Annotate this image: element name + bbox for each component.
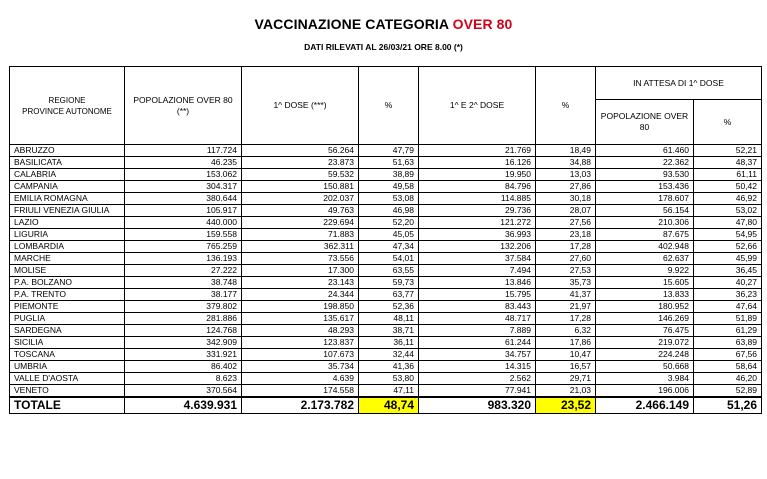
cell-waiting-population: 9.922 xyxy=(596,265,694,277)
cell-pct-first: 47,79 xyxy=(359,145,419,157)
table-row xyxy=(10,145,762,157)
table-body xyxy=(10,145,762,414)
cell-pct-first: 45,05 xyxy=(359,229,419,241)
cell-population: 86.402 xyxy=(125,361,242,373)
cell-pct-first: 63,77 xyxy=(359,289,419,301)
cell-first-dose: 23.143 xyxy=(242,277,359,289)
cell-pct-first: 47,34 xyxy=(359,241,419,253)
header-region-line2: PROVINCE AUTONOME xyxy=(22,106,112,116)
cell-waiting-population: 87.675 xyxy=(596,229,694,241)
cell-first-dose: 229.694 xyxy=(242,217,359,229)
cell-waiting-population: 13.833 xyxy=(596,289,694,301)
cell-pct-first: 46,98 xyxy=(359,205,419,217)
cell-pct-both: 29,71 xyxy=(536,373,596,385)
cell-population: 46.235 xyxy=(125,157,242,169)
cell-waiting-pct: 47,80 xyxy=(694,217,762,229)
cell-region: BASILICATA xyxy=(10,157,125,169)
table-row xyxy=(10,301,762,313)
cell-waiting-pct: 52,89 xyxy=(694,385,762,398)
cell-waiting-pct: 63,89 xyxy=(694,337,762,349)
cell-waiting-population: 56.154 xyxy=(596,205,694,217)
cell-waiting-population: 62.637 xyxy=(596,253,694,265)
cell-both-doses: 61.244 xyxy=(419,337,536,349)
cell-region: EMILIA ROMAGNA xyxy=(10,193,125,205)
cell-region: VALLE D'AOSTA xyxy=(10,373,125,385)
table-row xyxy=(10,349,762,361)
page-title xyxy=(0,16,767,32)
header-waiting-population: POPOLAZIONE OVER 80 xyxy=(596,100,694,145)
cell-pct-first: 53,80 xyxy=(359,373,419,385)
cell-population: 124.768 xyxy=(125,325,242,337)
table-row xyxy=(10,277,762,289)
table-row xyxy=(10,385,762,398)
table-row xyxy=(10,265,762,277)
cell-pct-both: 34,88 xyxy=(536,157,596,169)
cell-population: 27.222 xyxy=(125,265,242,277)
cell-first-dose: 123.837 xyxy=(242,337,359,349)
table-row xyxy=(10,181,762,193)
cell-pct-first: 38,89 xyxy=(359,169,419,181)
cell-waiting-pct: 40,27 xyxy=(694,277,762,289)
cell-waiting-pct: 36,45 xyxy=(694,265,762,277)
total-cell-waiting-pct: 51,26 xyxy=(694,397,762,414)
header-region-line1: REGIONE xyxy=(48,95,86,105)
cell-waiting-population: 224.248 xyxy=(596,349,694,361)
cell-waiting-population: 402.948 xyxy=(596,241,694,253)
cell-both-doses: 15.795 xyxy=(419,289,536,301)
cell-pct-first: 38,71 xyxy=(359,325,419,337)
total-row xyxy=(10,397,762,414)
cell-waiting-pct: 61,11 xyxy=(694,169,762,181)
cell-population: 765.259 xyxy=(125,241,242,253)
total-cell-pct-both: 23,52 xyxy=(536,397,596,414)
cell-first-dose: 362.311 xyxy=(242,241,359,253)
cell-waiting-population: 15.605 xyxy=(596,277,694,289)
table-row xyxy=(10,313,762,325)
cell-pct-both: 41,37 xyxy=(536,289,596,301)
cell-region: CAMPANIA xyxy=(10,181,125,193)
table-row xyxy=(10,169,762,181)
cell-pct-both: 17,86 xyxy=(536,337,596,349)
cell-both-doses: 114.885 xyxy=(419,193,536,205)
table-row xyxy=(10,373,762,385)
total-cell-pct-first: 48,74 xyxy=(359,397,419,414)
header-pct-both: % xyxy=(536,67,596,145)
header-first-dose: 1^ DOSE (***) xyxy=(242,67,359,145)
cell-population: 281.886 xyxy=(125,313,242,325)
cell-first-dose: 23.873 xyxy=(242,157,359,169)
cell-population: 370.564 xyxy=(125,385,242,398)
cell-region: ABRUZZO xyxy=(10,145,125,157)
cell-population: 38.177 xyxy=(125,289,242,301)
cell-region: FRIULI VENEZIA GIULIA xyxy=(10,205,125,217)
cell-first-dose: 202.037 xyxy=(242,193,359,205)
cell-pct-first: 54,01 xyxy=(359,253,419,265)
title-accent: OVER 80 xyxy=(452,16,513,32)
total-cell-first-dose: 2.173.782 xyxy=(242,397,359,414)
cell-first-dose: 17.300 xyxy=(242,265,359,277)
cell-waiting-population: 196.006 xyxy=(596,385,694,398)
cell-waiting-population: 180.952 xyxy=(596,301,694,313)
cell-both-doses: 14.315 xyxy=(419,361,536,373)
cell-population: 136.193 xyxy=(125,253,242,265)
cell-first-dose: 35.734 xyxy=(242,361,359,373)
cell-population: 304.317 xyxy=(125,181,242,193)
cell-first-dose: 59.532 xyxy=(242,169,359,181)
cell-population: 8.623 xyxy=(125,373,242,385)
cell-region: P.A. TRENTO xyxy=(10,289,125,301)
cell-pct-both: 27,60 xyxy=(536,253,596,265)
cell-population: 105.917 xyxy=(125,205,242,217)
cell-waiting-population: 219.072 xyxy=(596,337,694,349)
table-row xyxy=(10,289,762,301)
cell-waiting-population: 210.306 xyxy=(596,217,694,229)
cell-both-doses: 21.769 xyxy=(419,145,536,157)
table-row xyxy=(10,361,762,373)
cell-first-dose: 56.264 xyxy=(242,145,359,157)
cell-waiting-population: 93.530 xyxy=(596,169,694,181)
cell-region: P.A. BOLZANO xyxy=(10,277,125,289)
cell-pct-both: 23,18 xyxy=(536,229,596,241)
header-pct-first: % xyxy=(359,67,419,145)
cell-pct-both: 6,32 xyxy=(536,325,596,337)
table-row xyxy=(10,193,762,205)
cell-region: TOSCANA xyxy=(10,349,125,361)
cell-both-doses: 16.126 xyxy=(419,157,536,169)
table-row xyxy=(10,205,762,217)
cell-region: MOLISE xyxy=(10,265,125,277)
header-population: POPOLAZIONE OVER 80 (**) xyxy=(125,67,242,145)
cell-population: 38.748 xyxy=(125,277,242,289)
vaccination-table xyxy=(9,66,762,414)
cell-waiting-pct: 52,21 xyxy=(694,145,762,157)
cell-population: 440.000 xyxy=(125,217,242,229)
cell-pct-first: 52,36 xyxy=(359,301,419,313)
cell-pct-first: 49,58 xyxy=(359,181,419,193)
cell-waiting-pct: 36,23 xyxy=(694,289,762,301)
cell-region: LOMBARDIA xyxy=(10,241,125,253)
cell-waiting-pct: 50,42 xyxy=(694,181,762,193)
cell-region: PIEMONTE xyxy=(10,301,125,313)
cell-both-doses: 7.494 xyxy=(419,265,536,277)
cell-both-doses: 2.562 xyxy=(419,373,536,385)
cell-waiting-pct: 45,99 xyxy=(694,253,762,265)
cell-waiting-pct: 52,66 xyxy=(694,241,762,253)
cell-both-doses: 83.443 xyxy=(419,301,536,313)
cell-waiting-pct: 48,37 xyxy=(694,157,762,169)
cell-first-dose: 150.881 xyxy=(242,181,359,193)
cell-waiting-pct: 46,20 xyxy=(694,373,762,385)
table-row xyxy=(10,253,762,265)
header-both-doses: 1^ E 2^ DOSE xyxy=(419,67,536,145)
cell-pct-first: 32,44 xyxy=(359,349,419,361)
cell-waiting-population: 22.362 xyxy=(596,157,694,169)
cell-pct-first: 63,55 xyxy=(359,265,419,277)
table-row xyxy=(10,325,762,337)
total-cell-waiting-population: 2.466.149 xyxy=(596,397,694,414)
cell-both-doses: 37.584 xyxy=(419,253,536,265)
cell-pct-first: 48,11 xyxy=(359,313,419,325)
cell-pct-both: 13,03 xyxy=(536,169,596,181)
header-waiting-group: IN ATTESA DI 1^ DOSE xyxy=(596,67,762,100)
cell-pct-first: 41,36 xyxy=(359,361,419,373)
cell-pct-both: 18,49 xyxy=(536,145,596,157)
cell-region: UMBRIA xyxy=(10,361,125,373)
cell-region: PUGLIA xyxy=(10,313,125,325)
cell-pct-first: 36,11 xyxy=(359,337,419,349)
cell-both-doses: 13.846 xyxy=(419,277,536,289)
cell-waiting-pct: 46,92 xyxy=(694,193,762,205)
cell-pct-both: 35,73 xyxy=(536,277,596,289)
cell-first-dose: 107.673 xyxy=(242,349,359,361)
cell-region: MARCHE xyxy=(10,253,125,265)
cell-pct-both: 17,28 xyxy=(536,313,596,325)
cell-first-dose: 174.558 xyxy=(242,385,359,398)
cell-region: CALABRIA xyxy=(10,169,125,181)
cell-region: SICILIA xyxy=(10,337,125,349)
cell-waiting-pct: 47,64 xyxy=(694,301,762,313)
cell-first-dose: 135.617 xyxy=(242,313,359,325)
cell-pct-both: 27,56 xyxy=(536,217,596,229)
cell-region: VENETO xyxy=(10,385,125,398)
table-row xyxy=(10,241,762,253)
cell-waiting-population: 178.607 xyxy=(596,193,694,205)
title-main: VACCINAZIONE CATEGORIA xyxy=(254,16,453,32)
cell-first-dose: 198.850 xyxy=(242,301,359,313)
cell-pct-both: 27,53 xyxy=(536,265,596,277)
cell-waiting-population: 3.984 xyxy=(596,373,694,385)
cell-pct-both: 27,86 xyxy=(536,181,596,193)
cell-pct-both: 28,07 xyxy=(536,205,596,217)
cell-population: 342.909 xyxy=(125,337,242,349)
cell-both-doses: 48.717 xyxy=(419,313,536,325)
cell-first-dose: 73.556 xyxy=(242,253,359,265)
cell-first-dose: 4.639 xyxy=(242,373,359,385)
cell-waiting-population: 153.436 xyxy=(596,181,694,193)
cell-population: 379.802 xyxy=(125,301,242,313)
cell-pct-both: 21,97 xyxy=(536,301,596,313)
cell-population: 153.062 xyxy=(125,169,242,181)
cell-both-doses: 34.757 xyxy=(419,349,536,361)
cell-population: 380.644 xyxy=(125,193,242,205)
table-row xyxy=(10,229,762,241)
cell-waiting-pct: 58,64 xyxy=(694,361,762,373)
total-cell-both-doses: 983.320 xyxy=(419,397,536,414)
cell-both-doses: 19.950 xyxy=(419,169,536,181)
cell-pct-both: 10,47 xyxy=(536,349,596,361)
cell-both-doses: 77.941 xyxy=(419,385,536,398)
cell-pct-both: 21,03 xyxy=(536,385,596,398)
cell-both-doses: 84.796 xyxy=(419,181,536,193)
cell-pct-first: 53,08 xyxy=(359,193,419,205)
cell-pct-both: 30,18 xyxy=(536,193,596,205)
cell-region: SARDEGNA xyxy=(10,325,125,337)
cell-population: 159.558 xyxy=(125,229,242,241)
cell-pct-first: 47,11 xyxy=(359,385,419,398)
cell-both-doses: 36.993 xyxy=(419,229,536,241)
total-cell-region: TOTALE xyxy=(10,397,125,414)
table-row xyxy=(10,337,762,349)
cell-both-doses: 132.206 xyxy=(419,241,536,253)
cell-both-doses: 7.889 xyxy=(419,325,536,337)
cell-region: LIGURIA xyxy=(10,229,125,241)
cell-waiting-population: 146.269 xyxy=(596,313,694,325)
cell-both-doses: 29.736 xyxy=(419,205,536,217)
cell-waiting-pct: 54,95 xyxy=(694,229,762,241)
cell-first-dose: 24.344 xyxy=(242,289,359,301)
cell-region: LAZIO xyxy=(10,217,125,229)
cell-population: 331.921 xyxy=(125,349,242,361)
cell-pct-first: 52,20 xyxy=(359,217,419,229)
cell-first-dose: 49.763 xyxy=(242,205,359,217)
table-row xyxy=(10,157,762,169)
header-waiting-pct: % xyxy=(694,100,762,145)
cell-population: 117.724 xyxy=(125,145,242,157)
total-cell-population: 4.639.931 xyxy=(125,397,242,414)
cell-pct-both: 16,57 xyxy=(536,361,596,373)
cell-first-dose: 71.883 xyxy=(242,229,359,241)
table-row xyxy=(10,217,762,229)
cell-waiting-population: 50.668 xyxy=(596,361,694,373)
header-region xyxy=(10,67,125,145)
cell-both-doses: 121.272 xyxy=(419,217,536,229)
cell-pct-both: 17,28 xyxy=(536,241,596,253)
cell-waiting-pct: 51,89 xyxy=(694,313,762,325)
cell-waiting-pct: 53,02 xyxy=(694,205,762,217)
cell-pct-first: 51,63 xyxy=(359,157,419,169)
page-subtitle: DATI RILEVATI AL 26/03/21 ORE 8.00 (*) xyxy=(304,42,463,52)
cell-pct-first: 59,73 xyxy=(359,277,419,289)
cell-waiting-population: 76.475 xyxy=(596,325,694,337)
cell-first-dose: 48.293 xyxy=(242,325,359,337)
cell-waiting-pct: 61,29 xyxy=(694,325,762,337)
cell-waiting-population: 61.460 xyxy=(596,145,694,157)
cell-waiting-pct: 67,56 xyxy=(694,349,762,361)
